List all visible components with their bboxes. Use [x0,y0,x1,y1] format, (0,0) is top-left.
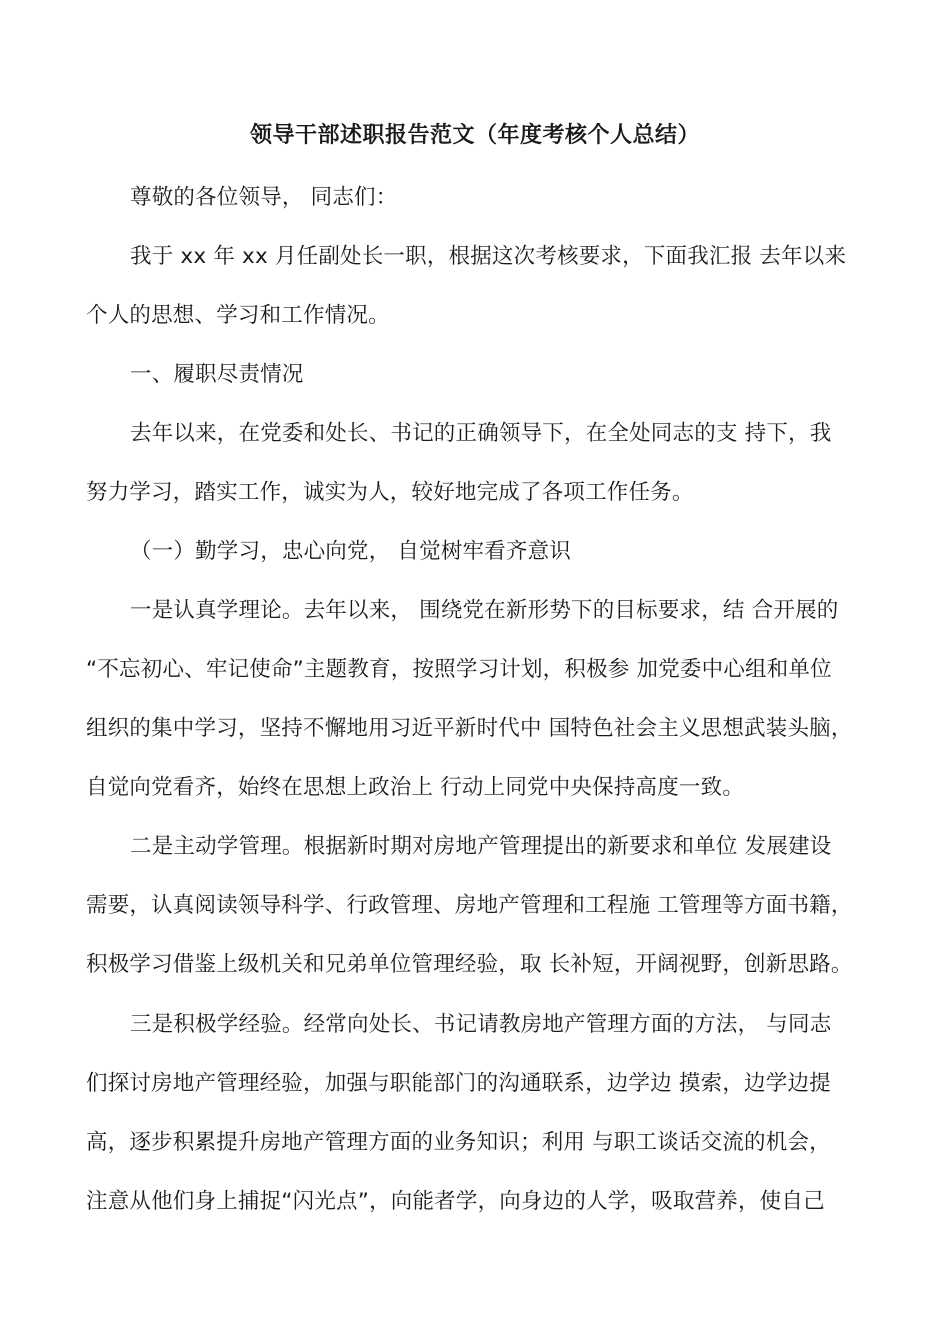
subsection-heading: （一）勤学习，忠心向党， 自觉树牢看齐意识 [130,539,572,564]
paragraph-line: 高，逐步积累提升房地产管理方面的业务知识；利用 与职工谈话交流的机会， [86,1130,831,1155]
paragraph-line: 我于 xx 年 xx 月任副处长一职，根据这次考核要求，下面我汇报 去年以来 [130,244,847,269]
paragraph-line: 们探讨房地产管理经验，加强与职能部门的沟通联系，边学边 摸索，边学边提 [86,1071,831,1096]
section-heading: 一、履职尽责情况 [130,362,304,387]
paragraph-line: 去年以来，在党委和处长、书记的正确领导下，在全处同志的支 持下，我 [130,421,832,446]
paragraph-line: 组织的集中学习，坚持不懈地用习近平新时代中 国特色社会主义思想武装头脑， [86,716,853,741]
paragraph-line: 个人的思想、学习和工作情况。 [86,303,390,328]
paragraph-line: “不忘初心、牢记使命”主题教育，按照学习计划，积极参 加党委中心组和单位 [86,657,832,682]
paragraph-line: 需要，认真阅读领导科学、行政管理、房地产管理和工程施 工管理等方面书籍， [86,893,853,918]
salutation-line: 尊敬的各位领导， 同志们： [130,185,398,210]
document-title: 领导干部述职报告范文（年度考核个人总结） [249,123,700,148]
paragraph-line: 努力学习，踏实工作，诚实为人，较好地完成了各项工作任务。 [86,480,694,505]
paragraph-line: 三是积极学经验。经常向处长、书记请教房地产管理方面的方法， 与同志 [130,1012,832,1037]
paragraph-line: 二是主动学管理。根据新时期对房地产管理提出的新要求和单位 发展建设 [130,834,832,859]
paragraph-line: 注意从他们身上捕捉“闪光点”，向能者学，向身边的人学，吸取营养，使自己 [86,1189,825,1214]
paragraph-line: 积极学习借鉴上级机关和兄弟单位管理经验，取 长补短，开阔视野，创新思路。 [86,952,853,977]
paragraph-line: 自觉向党看齐，始终在思想上政治上 行动上同党中央保持高度一致。 [86,775,745,800]
paragraph-line: 一是认真学理论。去年以来， 围绕党在新形势下的目标要求，结 合开展的 [130,598,839,623]
